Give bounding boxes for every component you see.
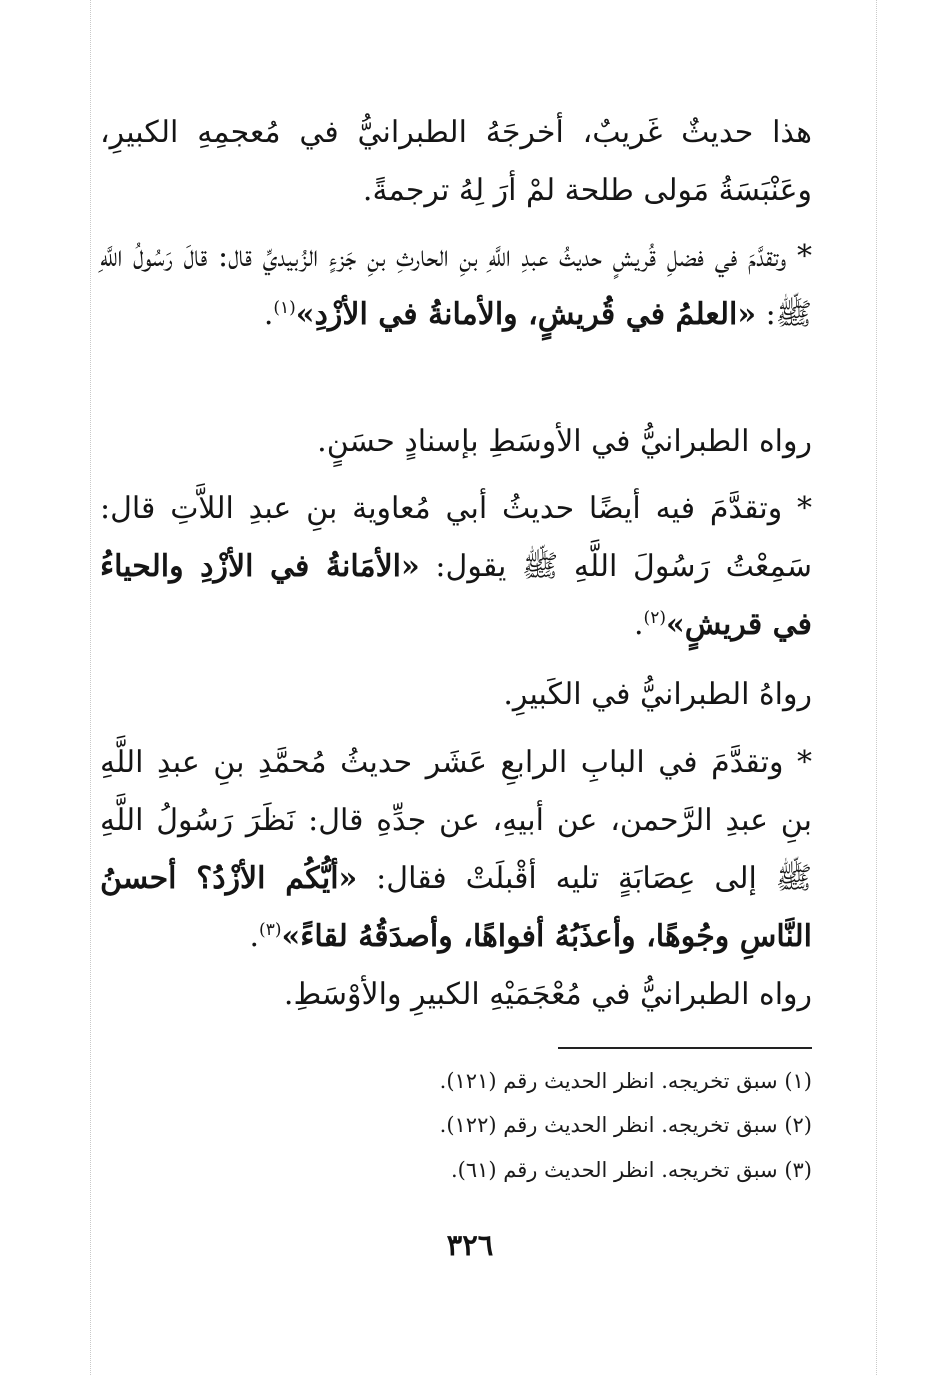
footnote-ref-3: (٣) <box>259 920 282 940</box>
paragraph-3-text: رواه الطبرانيُّ في الأوسَطِ بإسنادٍ حسَنٍ. <box>317 424 812 459</box>
hadith-quote-2: «الأمَانةُ في الأزْدِ والحياءُ في قريشٍ» <box>100 549 812 642</box>
paragraph-6-intro: * وتقدَّمَ في البابِ الرابعِ عَشَر حديثُ مُحمَّدِ بنِ عبدِ اللَّهِ بنِ عبدِ الرَّحمن، عن أبيهِ، عن جدِّهِ قال: نَظَرَ رَسُولُ اللَّهِ ﷺ إلى عِصَابَةٍ تليه أقْبلَتْ فقال: <box>100 745 812 896</box>
paragraph-7-text: رواه الطبرانيُّ في مُعْجَمَيْهِ الكبيرِ والأوْسَطِ. <box>283 977 812 1012</box>
paragraph-4 <box>100 480 846 654</box>
footnote-ref-1: (١) <box>273 298 296 318</box>
left-margin-dotted-line <box>90 0 91 1375</box>
paragraph-6 <box>100 734 846 966</box>
paragraph-2-intro: * وتقدَّمَ في فضلِ قُريشٍ حديثُ عبدِ اللَّهِ بنِ الحارثِ بنِ جَزءٍ الزُبيديِّ قال: قالَ رَسُولُ اللَّهِ ﷺ: <box>100 239 812 332</box>
paragraph-7 <box>100 966 846 1024</box>
hadith-quote-3: «أيُّكُم الأزْدُ؟ أحسنُ النَّاسِ وجُوهًا، وأعذَبُهُ أفواهًا، وأصدَقُهُ لقاءً» <box>100 861 812 954</box>
footnote-separator <box>558 1047 812 1049</box>
paragraph-4-intro: * وتقدَّمَ فيه أيضًا حديثُ أبي مُعاوية بنِ عبدِ اللاَّتِ قال: سَمِعْتُ رَسُولَ اللَّهِ ﷺ يقول: <box>100 491 813 584</box>
footnote-3: (٣) سبق تخريجه. انظر الحديث رقم (٦١). <box>450 1158 812 1182</box>
page-number: ٣٢٦ <box>446 1228 494 1262</box>
paragraph-2 <box>100 228 846 344</box>
paragraph-5 <box>100 666 846 724</box>
paragraph-6-end: . <box>249 919 260 954</box>
paragraph-1 <box>100 104 846 220</box>
footnote-2: (٢) سبق تخريجه. انظر الحديث رقم (١٢٢). <box>439 1113 812 1137</box>
paragraph-4-end: . <box>634 607 644 642</box>
paragraph-5-text: رواهُ الطبرانيُّ في الكَبيرِ. <box>503 677 812 712</box>
footnote-ref-2: (٢) <box>643 608 666 628</box>
paragraph-2-end: . <box>263 297 274 332</box>
footnote-1: (١) سبق تخريجه. انظر الحديث رقم (١٢١). <box>439 1069 812 1093</box>
paragraph-1-text: هذا حديثٌ غَريبٌ، أخرجَهُ الطبرانيُّ في مُعجمِهِ الكبيرِ، وعَنْبَسَةُ مَولى طلحة لمْ أرَ لِهُ ترجمةً. <box>100 115 812 208</box>
paragraph-3 <box>100 413 846 471</box>
hadith-quote-1: «العلمُ في قُريشٍ، والأمانةُ في الأزْدِ» <box>295 297 757 332</box>
right-margin-dotted-line <box>876 0 877 1375</box>
